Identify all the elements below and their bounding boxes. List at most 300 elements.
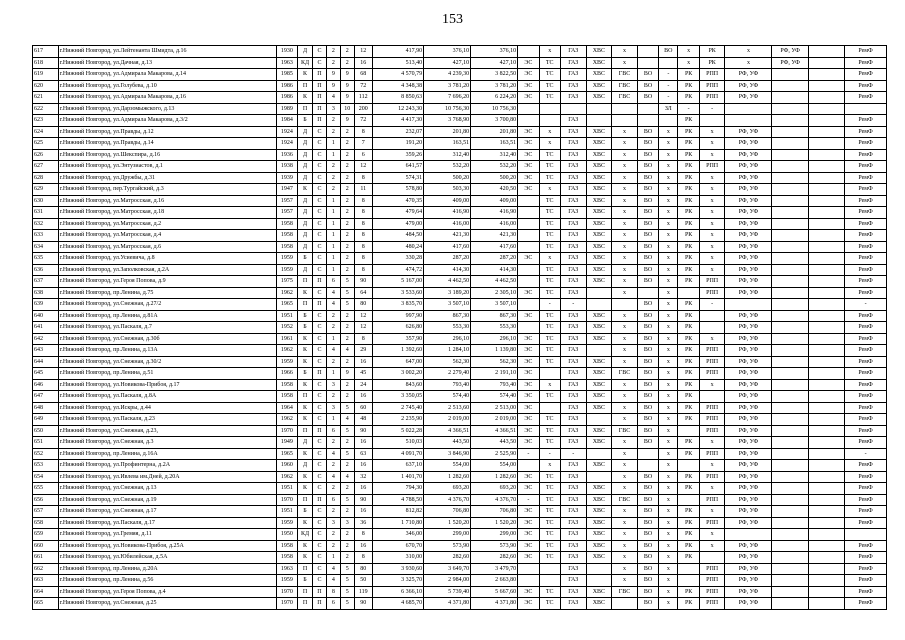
table-cell: Б — [298, 253, 313, 265]
table-cell — [808, 586, 844, 598]
table-cell: ЭС — [518, 92, 539, 104]
table-cell: 1958 — [276, 218, 297, 230]
table-cell: РФ, УФ — [725, 460, 772, 472]
table-cell: ЭС — [518, 57, 539, 69]
table-cell — [637, 448, 658, 460]
table-cell: 3 930,60 — [372, 563, 423, 575]
table-cell: х — [612, 172, 638, 184]
table-cell — [808, 241, 844, 253]
table-cell — [518, 299, 539, 311]
table-cell: ХВС — [586, 437, 612, 449]
table-cell: 191,20 — [372, 138, 423, 150]
table-cell: РемФ — [845, 57, 887, 69]
table-cell: 9 — [340, 115, 354, 127]
table-cell: 5 — [340, 563, 354, 575]
table-cell: 629 — [33, 184, 59, 196]
table-cell: РемФ — [845, 494, 887, 506]
table-cell: ВО — [637, 586, 658, 598]
table-cell: К — [298, 552, 313, 564]
table-cell: 346,00 — [372, 529, 423, 541]
table-cell: Б — [298, 368, 313, 380]
table-cell: 650 — [33, 425, 59, 437]
table-cell: 4 — [340, 471, 354, 483]
table-cell: ТС — [539, 586, 560, 598]
table-cell — [808, 391, 844, 403]
table-cell — [772, 414, 808, 426]
table-cell: 4 376,70 — [424, 494, 471, 506]
table-cell: ТС — [539, 494, 560, 506]
table-cell: С — [313, 575, 327, 587]
table-cell: ЭС — [518, 172, 539, 184]
table-cell: ВО — [637, 552, 658, 564]
table-cell: 625 — [33, 138, 59, 150]
table-cell — [772, 598, 808, 610]
table-cell: х — [659, 276, 678, 288]
table-cell: 10 756,30 — [471, 103, 518, 115]
table-cell — [808, 172, 844, 184]
table-cell: х — [539, 184, 560, 196]
table-cell: РемФ — [845, 310, 887, 322]
table-cell — [808, 368, 844, 380]
table-cell: - — [699, 103, 725, 115]
table-cell — [772, 126, 808, 138]
table-cell: 1957 — [276, 207, 297, 219]
table-cell: 420,50 — [471, 184, 518, 196]
table-cell: ГАЗ — [560, 310, 586, 322]
table-cell: ТС — [539, 287, 560, 299]
table-cell: ГАЗ — [560, 92, 586, 104]
table-cell: 2 — [340, 552, 354, 564]
table-cell: х — [612, 184, 638, 196]
table-cell: г.Нижний Новгород, пр.Ленина, д.51 — [58, 368, 276, 380]
table-cell — [678, 575, 699, 587]
table-cell — [518, 115, 539, 127]
table-cell: 578,80 — [372, 184, 423, 196]
table-cell: х — [659, 126, 678, 138]
table-cell — [808, 287, 844, 299]
table-cell: х — [659, 310, 678, 322]
table-cell — [808, 345, 844, 357]
table-row — [33, 333, 887, 345]
table-cell: 1947 — [276, 184, 297, 196]
table-cell: г.Нижний Новгород, ул.Дружбы, д.31 — [58, 172, 276, 184]
table-cell — [772, 448, 808, 460]
table-row — [33, 241, 887, 253]
table-cell: 8 — [326, 586, 340, 598]
table-cell: 1959 — [276, 517, 297, 529]
table-cell: г.Нижний Новгород, ул.Голубева, д.10 — [58, 80, 276, 92]
table-cell: х — [659, 437, 678, 449]
table-cell: П — [313, 299, 327, 311]
table-cell — [772, 368, 808, 380]
table-cell: 2 191,10 — [471, 368, 518, 380]
table-cell: 2 — [340, 437, 354, 449]
table-cell: 1963 — [276, 57, 297, 69]
table-cell: 1 401,70 — [372, 471, 423, 483]
table-cell: х — [659, 414, 678, 426]
table-cell: К — [298, 448, 313, 460]
table-cell: 8 — [354, 207, 372, 219]
table-cell: ЭС — [518, 402, 539, 414]
table-cell — [808, 138, 844, 150]
table-cell: 1 — [326, 414, 340, 426]
table-cell: 2 — [340, 126, 354, 138]
table-cell: 5 667,60 — [471, 586, 518, 598]
table-cell: П — [313, 115, 327, 127]
table-cell: ТС — [539, 57, 560, 69]
table-cell — [808, 126, 844, 138]
table-cell — [725, 529, 772, 541]
table-cell: 1 — [326, 552, 340, 564]
table-cell: 619 — [33, 69, 59, 81]
table-cell — [772, 172, 808, 184]
table-cell — [772, 345, 808, 357]
table-cell: ВО — [637, 333, 658, 345]
table-cell: 623 — [33, 115, 59, 127]
table-cell: 532,20 — [471, 161, 518, 173]
table-cell: РК — [678, 552, 699, 564]
table-cell: - — [560, 448, 586, 460]
table-cell: 1970 — [276, 598, 297, 610]
table-cell: 1986 — [276, 92, 297, 104]
table-cell — [772, 506, 808, 518]
table-cell: 513,40 — [372, 57, 423, 69]
table-cell — [772, 161, 808, 173]
table-cell — [586, 448, 612, 460]
table-cell: ГВС — [612, 586, 638, 598]
table-cell: х — [612, 207, 638, 219]
table-cell: 2 — [326, 161, 340, 173]
table-cell: 670,70 — [372, 540, 423, 552]
table-cell: ГВС — [612, 92, 638, 104]
table-cell: ВО — [637, 379, 658, 391]
table-cell: РК — [678, 230, 699, 242]
table-cell — [772, 276, 808, 288]
table-cell: 641,57 — [372, 161, 423, 173]
table-cell: Д — [298, 161, 313, 173]
table-cell: РФ, УФ — [725, 264, 772, 276]
table-cell — [772, 379, 808, 391]
table-cell — [808, 356, 844, 368]
table-cell: 554,00 — [424, 460, 471, 472]
table-cell — [725, 103, 772, 115]
table-cell: 655 — [33, 483, 59, 495]
table-cell: ЭС — [518, 253, 539, 265]
table-cell: - — [518, 448, 539, 460]
table-cell — [808, 253, 844, 265]
table-cell — [518, 195, 539, 207]
table-cell — [845, 103, 887, 115]
table-cell: РемФ — [845, 471, 887, 483]
table-cell — [659, 57, 678, 69]
table-row — [33, 483, 887, 495]
table-cell: ВО — [637, 425, 658, 437]
table-cell: 12 — [354, 310, 372, 322]
table-cell: х — [612, 460, 638, 472]
table-cell: РемФ — [845, 218, 887, 230]
table-cell: г.Нижний Новгород, ул.Снежная, д.25 — [58, 598, 276, 610]
table-cell: РемФ — [845, 483, 887, 495]
table-cell: х — [539, 460, 560, 472]
table-cell: РПП — [699, 563, 725, 575]
table-cell: 287,20 — [471, 253, 518, 265]
table-cell: г.Нижний Новгород, пр.Ленина, д.13А — [58, 345, 276, 357]
table-cell — [772, 80, 808, 92]
table-cell: 6 — [354, 149, 372, 161]
table-cell: 68 — [354, 69, 372, 81]
table-cell: 16 — [354, 356, 372, 368]
table-cell: 296,10 — [471, 333, 518, 345]
table-cell: 3 846,90 — [424, 448, 471, 460]
table-cell: П — [313, 80, 327, 92]
table-cell: 16 — [354, 506, 372, 518]
table-row — [33, 161, 887, 173]
table-cell: РемФ — [845, 161, 887, 173]
table-cell: П — [313, 368, 327, 380]
table-cell: ЭС — [518, 552, 539, 564]
table-cell: г.Нижний Новгород, ул.Заполковская, д.2А — [58, 264, 276, 276]
table-row — [33, 46, 887, 58]
table-cell: С — [313, 333, 327, 345]
table-cell: РК — [678, 207, 699, 219]
table-cell: ГВС — [612, 80, 638, 92]
table-cell: РФ, УФ — [725, 333, 772, 345]
table-cell: 659 — [33, 529, 59, 541]
table-cell: 1961 — [276, 333, 297, 345]
table-cell: г.Нижний Новгород, пр.Ленина, д.56 — [58, 575, 276, 587]
table-cell: 693,20 — [424, 483, 471, 495]
table-cell: ХВС — [586, 494, 612, 506]
table-cell: РК — [678, 149, 699, 161]
page-number: 153 — [442, 12, 463, 27]
table-cell: 620 — [33, 80, 59, 92]
table-cell: ТС — [539, 80, 560, 92]
table-cell: 9 — [340, 69, 354, 81]
table-cell — [539, 103, 560, 115]
table-cell: х — [659, 506, 678, 518]
table-row — [33, 391, 887, 403]
table-cell: х — [659, 345, 678, 357]
table-cell: К — [298, 287, 313, 299]
table-cell: 2 019,00 — [471, 414, 518, 426]
table-cell: х — [612, 333, 638, 345]
table-cell: 2 305,10 — [471, 287, 518, 299]
table-cell: 11 — [354, 184, 372, 196]
table-cell: 201,80 — [471, 126, 518, 138]
table-cell: 1 — [326, 241, 340, 253]
table-cell: 312,40 — [424, 149, 471, 161]
table-cell: 6 — [326, 276, 340, 288]
table-cell — [772, 195, 808, 207]
table-cell: х — [659, 333, 678, 345]
table-cell: ХВС — [586, 310, 612, 322]
table-cell: 658 — [33, 517, 59, 529]
table-cell: П — [298, 391, 313, 403]
table-cell: х — [699, 506, 725, 518]
table-cell: х — [659, 425, 678, 437]
table-cell: Д — [298, 241, 313, 253]
table-cell — [586, 414, 612, 426]
table-cell: Д — [298, 460, 313, 472]
table-cell: РК — [678, 598, 699, 610]
table-cell: г.Нижний Новгород, ул.Правды, д.14 — [58, 138, 276, 150]
table-cell: РК — [678, 322, 699, 334]
table-cell — [808, 563, 844, 575]
table-cell: 867,30 — [471, 310, 518, 322]
table-cell — [518, 460, 539, 472]
table-cell: 470,35 — [372, 195, 423, 207]
table-cell: ВО — [637, 195, 658, 207]
table-row — [33, 276, 887, 288]
table-cell: С — [313, 552, 327, 564]
table-cell: ВО — [637, 529, 658, 541]
table-cell: ХВС — [586, 218, 612, 230]
table-cell — [586, 563, 612, 575]
table-row — [33, 552, 887, 564]
table-cell: Д — [298, 149, 313, 161]
table-cell: 3 781,20 — [424, 80, 471, 92]
table-cell: 8 — [354, 253, 372, 265]
table-cell — [637, 46, 658, 58]
table-cell: 500,20 — [424, 172, 471, 184]
table-cell: 1936 — [276, 149, 297, 161]
table-cell: ХВС — [586, 69, 612, 81]
table-cell: 2 — [340, 322, 354, 334]
table-cell: 427,10 — [424, 57, 471, 69]
table-cell — [772, 460, 808, 472]
table-cell: П — [298, 563, 313, 575]
table-cell: 2 — [326, 184, 340, 196]
table-cell: ТС — [539, 414, 560, 426]
table-cell: 2 — [340, 379, 354, 391]
table-cell: 660 — [33, 540, 59, 552]
table-cell: 3 350,05 — [372, 391, 423, 403]
table-cell: ВО — [637, 356, 658, 368]
table-cell: 421,30 — [471, 230, 518, 242]
table-cell: 8 — [354, 172, 372, 184]
table-cell: ВО — [637, 471, 658, 483]
table-cell — [772, 540, 808, 552]
table-cell: 2 — [326, 483, 340, 495]
table-cell: ТС — [539, 92, 560, 104]
table-cell: х — [659, 230, 678, 242]
table-cell: 4 366,51 — [471, 425, 518, 437]
table-cell: ГАЗ — [560, 80, 586, 92]
table-cell: 1924 — [276, 138, 297, 150]
table-cell: К — [298, 69, 313, 81]
table-cell: РемФ — [845, 149, 887, 161]
table-cell: ВО — [637, 437, 658, 449]
table-cell: г.Нижний Новгород, ул.Паскаля, д.8А — [58, 391, 276, 403]
table-cell: г.Нижний Новгород, ул.Матросская, д.18 — [58, 207, 276, 219]
table-cell: х — [612, 46, 638, 58]
table-cell: К — [298, 345, 313, 357]
table-cell: ГАЗ — [560, 161, 586, 173]
table-cell: - — [659, 92, 678, 104]
table-cell: - — [845, 299, 887, 311]
table-cell: ЭС — [518, 287, 539, 299]
table-cell: РемФ — [845, 598, 887, 610]
table-cell: 1 — [326, 368, 340, 380]
table-cell: РПП — [699, 92, 725, 104]
table-cell: РПП — [699, 425, 725, 437]
table-cell: ГАЗ — [560, 126, 586, 138]
table-cell: х — [699, 529, 725, 541]
table-cell: 112 — [354, 92, 372, 104]
table-cell: 12 — [354, 322, 372, 334]
table-cell: РК — [678, 368, 699, 380]
table-cell: 562,30 — [424, 356, 471, 368]
table-cell: 484,50 — [372, 230, 423, 242]
table-cell: х — [539, 46, 560, 58]
table-cell — [612, 115, 638, 127]
table-cell: х — [612, 575, 638, 587]
table-row — [33, 471, 887, 483]
table-cell: г.Нижний Новгород, ул.Матросская, д.2 — [58, 218, 276, 230]
table-cell: ЭС — [518, 529, 539, 541]
table-cell: 628 — [33, 172, 59, 184]
table-cell: РК — [678, 299, 699, 311]
table-cell: ХВС — [586, 552, 612, 564]
table-cell: 1959 — [276, 253, 297, 265]
table-cell: ГАЗ — [560, 69, 586, 81]
table-cell: ТС — [539, 598, 560, 610]
table-cell: 2 — [326, 172, 340, 184]
table-cell: 574,40 — [424, 391, 471, 403]
table-cell: 3 325,70 — [372, 575, 423, 587]
table-cell: ТС — [539, 552, 560, 564]
table-cell: х — [699, 540, 725, 552]
table-cell: 90 — [354, 494, 372, 506]
table-cell: РемФ — [845, 184, 887, 196]
table-cell: ХВС — [586, 322, 612, 334]
table-cell: г.Нижний Новгород, ул.Паскаля, д.23 — [58, 414, 276, 426]
table-cell: г.Нижний Новгород, пер.Тургайский, д.3 — [58, 184, 276, 196]
table-cell: ГАЗ — [560, 115, 586, 127]
table-cell: х — [612, 437, 638, 449]
table-row — [33, 264, 887, 276]
table-cell: х — [659, 517, 678, 529]
table-cell: 812,82 — [372, 506, 423, 518]
table-cell: 409,00 — [471, 195, 518, 207]
table-cell — [808, 184, 844, 196]
table-cell: РФ, УФ — [725, 437, 772, 449]
table-cell: ГАЗ — [560, 563, 586, 575]
table-cell: г.Нижний Новгород, ул.Снежная, д.17 — [58, 506, 276, 518]
table-cell: РК — [678, 517, 699, 529]
table-cell: 573,90 — [471, 540, 518, 552]
table-cell: 1 — [326, 230, 340, 242]
table-cell: 4 — [326, 345, 340, 357]
table-cell: 630 — [33, 195, 59, 207]
table-cell: 5 167,00 — [372, 276, 423, 288]
table-cell: 2 — [340, 149, 354, 161]
table-cell: 90 — [354, 276, 372, 288]
table-cell: 1 282,60 — [424, 471, 471, 483]
table-cell: 5 — [340, 299, 354, 311]
table-cell: 5 — [340, 402, 354, 414]
table-cell: П — [313, 598, 327, 610]
table-cell: 6 224,20 — [471, 92, 518, 104]
table-cell: Д — [298, 126, 313, 138]
table-cell: РК — [678, 540, 699, 552]
table-cell: 1970 — [276, 586, 297, 598]
table-cell: ХВС — [586, 333, 612, 345]
table-cell: г.Нижний Новгород, ул.Снежная, д.23, — [58, 425, 276, 437]
table-cell: К — [298, 356, 313, 368]
table-cell: К — [298, 402, 313, 414]
table-cell: г.Нижний Новгород, ул.Героя Попова, д.9 — [58, 276, 276, 288]
